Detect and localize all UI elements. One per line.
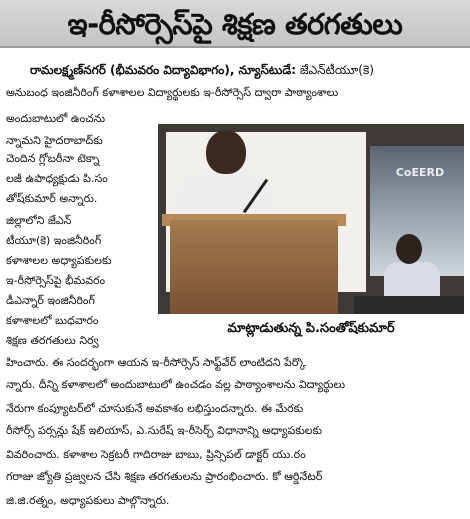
speaker-head	[206, 130, 246, 174]
body-line: తోష్‌కుమార్ అన్నారు.	[6, 192, 98, 205]
body-line: టీయూ(కె) ఇంజినీరింగ్	[6, 234, 102, 247]
body-line: గరాజు జ్యోతి ప్రజ్వలన చేసి శిక్షణ తరగతులను ప్రారంభించారు. కో ఆర్డినేటర్	[6, 470, 323, 483]
body-line: జి.జి.రత్నం, అధ్యాపకులు పాల్గొన్నారు.	[6, 494, 170, 507]
headline-band	[0, 0, 470, 48]
byline	[30, 60, 466, 80]
dais-table	[354, 296, 464, 314]
body-line: లజీ ఉపాధ్యక్షుడు పి.సం	[6, 172, 108, 185]
body-line: అందుబాటులో ఉంచను	[6, 112, 106, 125]
banner-text: CoEERD	[395, 166, 445, 179]
podium	[170, 220, 338, 314]
body-line: అనుబంధ ఇంజినీరింగ్ కళాశాలల విద్యార్థులకు ఇ-రీసోర్సెస్ ద్వారా పాఠ్యాంశాలు	[6, 86, 339, 99]
body-line: జిల్లాలోని జేఎన్	[6, 214, 72, 227]
photo-caption: మాట్లాడుతున్న పి.సంతోష్‌కుమార్	[227, 321, 395, 336]
body-line: న్నామని హైదరాబాద్‌కు	[6, 134, 103, 147]
body-line: చెందిన గ్లోబరీనా టెక్నా	[6, 152, 100, 165]
byline-lead: జేఎన్‌టీయూ(కె)	[299, 63, 374, 77]
body-line: రీసోర్స్ పర్సన్లు షేక్ ఇలియాస్, ఎ.సురేష్ ఇ-రీసెర్చ్ విధానాన్ని అధ్యాపకులకు	[6, 424, 323, 437]
body-line: కళాశాలలో బుధవారం	[6, 314, 99, 327]
body-line: కళాశాలల అధ్యాపకులకు	[6, 254, 112, 267]
dateline: రామలక్ష్మణ్‌నగర్ (భీమవరం విద్యావిభాగం), న్యూస్‌టుడే:	[30, 63, 297, 77]
body-line: వివరించారు. కళాశాల సెక్రటరీ గాదిరాజు బాబు, ప్రిన్సిపల్ డాక్టర్ యు.రం	[6, 448, 306, 461]
body-line: శిక్షణ తరగతులు నిర్వ	[6, 334, 99, 347]
headline: ఇ-రీసోర్సెస్‌పై శిక్షణ తరగతులు	[67, 7, 403, 41]
body-line: ఇ-రీసోర్సెస్‌పై భీమవరం	[6, 274, 106, 287]
body-line: హించారు. ఈ సందర్భంగా ఆయన ఇ-రీసోర్సెస్ సాఫ్ట్‌వేర్ లాంటిదని పేర్కొ	[6, 356, 306, 369]
body-line: డీఎన్నార్ ఇంజినీరింగ్	[6, 294, 95, 307]
seated-person-head	[396, 234, 422, 264]
news-photo	[158, 124, 464, 314]
body-line: నేరుగా కంప్యూటర్‌లో చూసుకునే అవకాశం లభిస్తుందన్నారు. ఈ మేరకు	[6, 402, 304, 415]
body-line: న్నారు. దీన్ని కళాశాలలో అందుబాటులో ఉంచడం వల్ల పాఠ్యాంశాలను విద్యార్థులు	[6, 378, 346, 391]
